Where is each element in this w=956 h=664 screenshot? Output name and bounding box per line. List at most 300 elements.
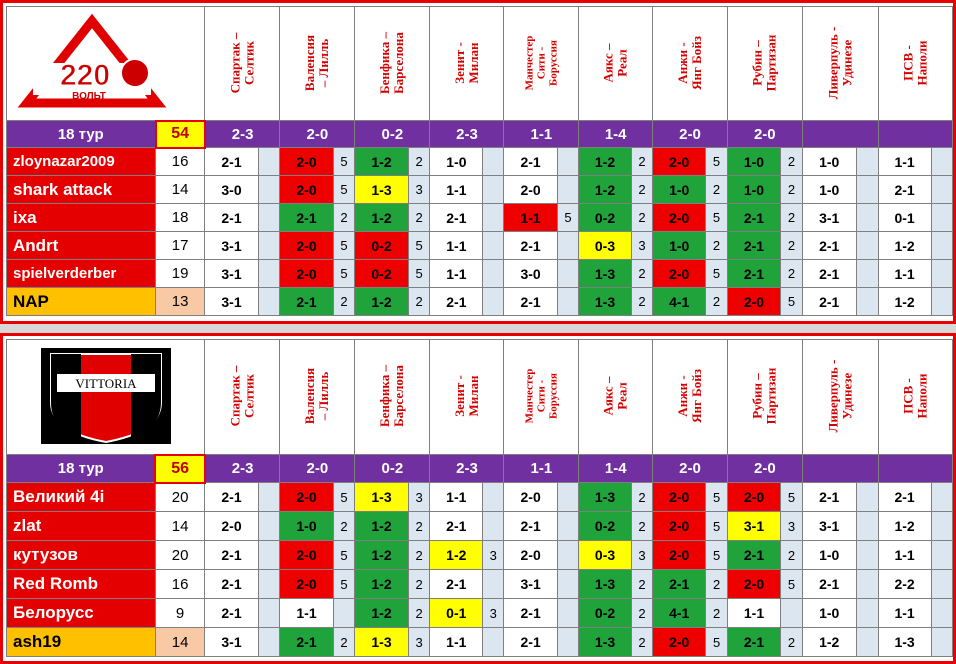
match-name-line: Боруссия xyxy=(547,39,560,86)
prediction-points xyxy=(258,541,280,570)
prediction-points: 2 xyxy=(706,288,728,316)
match-name-line: Манчестер xyxy=(523,368,536,424)
match-name-line: Сити - xyxy=(535,379,548,413)
prediction-points: 2 xyxy=(706,599,728,628)
prediction-cell: 1-1 xyxy=(280,599,333,628)
prediction-points: 5 xyxy=(781,483,803,512)
prediction-cell: 0-3 xyxy=(579,541,632,570)
match-result: 2-0 xyxy=(280,121,355,148)
match-name-line: Зенит - xyxy=(451,41,467,84)
prediction-cell: 0-2 xyxy=(355,232,408,260)
match-name-line: ПСВ - xyxy=(900,44,916,81)
match-header xyxy=(878,340,952,455)
match-name-line: Барселона xyxy=(391,31,407,94)
player-name: кутузов xyxy=(7,541,156,570)
prediction-points: 2 xyxy=(706,570,728,599)
prediction-points xyxy=(781,599,803,628)
player-total: 18 xyxy=(156,204,205,232)
prediction-points xyxy=(483,628,504,657)
player-total: 16 xyxy=(155,570,204,599)
player-total: 20 xyxy=(155,541,204,570)
match-name-line: Рубин – xyxy=(749,373,765,419)
prediction-points xyxy=(931,148,952,176)
results-row xyxy=(7,455,953,483)
prediction-points xyxy=(557,512,579,541)
prediction-points: 2 xyxy=(408,599,430,628)
player-row xyxy=(7,176,953,204)
prediction-points: 5 xyxy=(333,232,355,260)
prediction-points: 2 xyxy=(408,204,430,232)
prediction-points xyxy=(258,628,280,657)
prediction-cell: 2-1 xyxy=(205,204,258,232)
prediction-cell: 1-2 xyxy=(355,148,408,176)
match-header xyxy=(802,7,878,121)
player-row xyxy=(7,483,953,512)
match-header xyxy=(727,7,802,121)
match-result: 2-0 xyxy=(727,455,802,483)
logo-text: VITTORIA xyxy=(75,376,137,392)
prediction-points: 5 xyxy=(706,512,728,541)
prediction-cell: 2-1 xyxy=(727,232,780,260)
prediction-cell: 1-2 xyxy=(579,148,632,176)
player-row xyxy=(7,148,953,176)
prediction-cell: 3-0 xyxy=(504,260,557,288)
prediction-points xyxy=(856,628,878,657)
prediction-cell: 1-2 xyxy=(802,628,856,657)
prediction-cell: 2-1 xyxy=(653,570,706,599)
prediction-points: 2 xyxy=(781,260,803,288)
prediction-cell: 1-2 xyxy=(355,541,408,570)
prediction-cell: 2-2 xyxy=(878,570,931,599)
prediction-points: 2 xyxy=(781,176,803,204)
match-result: 2-3 xyxy=(430,455,504,483)
match-result xyxy=(802,455,878,483)
match-header xyxy=(205,7,280,121)
logo-220-volt xyxy=(7,11,177,111)
player-name: Red Romb xyxy=(7,570,156,599)
team-logo xyxy=(7,7,205,121)
prediction-points xyxy=(931,512,952,541)
match-header xyxy=(355,340,430,455)
match-header xyxy=(504,340,579,455)
player-total: 16 xyxy=(156,148,205,176)
match-header xyxy=(579,7,653,121)
prediction-cell: 1-3 xyxy=(355,483,408,512)
prediction-cell: 2-1 xyxy=(504,512,557,541)
prediction-cell: 2-1 xyxy=(504,232,557,260)
match-name-line: Сити - xyxy=(535,46,548,79)
match-result: 0-2 xyxy=(355,455,430,483)
match-header xyxy=(430,340,504,455)
prediction-points: 5 xyxy=(333,483,355,512)
prediction-cell: 3-1 xyxy=(504,570,557,599)
match-name xyxy=(303,368,331,424)
prediction-cell: 2-1 xyxy=(205,483,258,512)
prediction-points xyxy=(483,570,504,599)
prediction-cell: 2-0 xyxy=(727,570,780,599)
prediction-cell: 2-0 xyxy=(280,176,333,204)
prediction-points xyxy=(557,628,579,657)
prediction-cell: 0-3 xyxy=(579,232,632,260)
prediction-cell: 1-0 xyxy=(802,176,856,204)
prediction-cell: 1-1 xyxy=(430,260,483,288)
prediction-cell: 2-1 xyxy=(802,260,856,288)
match-name-line: Партизан xyxy=(763,367,779,425)
match-name-line: Валенсия xyxy=(302,367,318,425)
prediction-cell: 3-0 xyxy=(205,176,258,204)
panel-separator xyxy=(0,324,956,333)
prediction-points: 5 xyxy=(408,232,430,260)
prediction-cell: 2-1 xyxy=(430,204,483,232)
prediction-cell: 2-1 xyxy=(280,628,333,657)
player-total: 14 xyxy=(156,176,205,204)
prediction-cell: 1-3 xyxy=(355,628,408,657)
prediction-cell: 2-1 xyxy=(727,204,780,232)
prediction-cell: 2-1 xyxy=(802,570,856,599)
round-label: 18 тур xyxy=(7,455,156,483)
round-total: 54 xyxy=(156,121,205,148)
match-name xyxy=(523,35,559,90)
prediction-points: 2 xyxy=(333,204,355,232)
match-name-line: Реал xyxy=(614,382,630,410)
match-name-line: Селтик xyxy=(241,40,257,85)
match-name-line: Бенфика – xyxy=(377,365,393,427)
player-total: 20 xyxy=(155,483,204,512)
prediction-points xyxy=(483,176,504,204)
match-name-line: Спартак – xyxy=(227,365,243,427)
match-name-line: Удинезе xyxy=(839,39,855,86)
prediction-cell: 1-1 xyxy=(430,176,483,204)
match-name xyxy=(676,36,704,90)
prediction-cell: 2-1 xyxy=(727,628,780,657)
match-header xyxy=(727,340,802,455)
match-name-line: Селтик xyxy=(241,374,257,418)
prediction-points: 5 xyxy=(408,260,430,288)
match-header xyxy=(280,340,355,455)
prediction-cell: 2-1 xyxy=(430,288,483,316)
prediction-points: 5 xyxy=(706,628,728,657)
player-row xyxy=(7,541,953,570)
prediction-cell: 2-1 xyxy=(504,628,557,657)
prediction-points xyxy=(856,176,878,204)
prediction-cell: 2-1 xyxy=(878,483,931,512)
prediction-points: 2 xyxy=(631,628,652,657)
prediction-points xyxy=(856,260,878,288)
prediction-cell: 1-0 xyxy=(802,599,856,628)
prediction-cell: 1-3 xyxy=(579,288,632,316)
player-name: zlat xyxy=(7,512,156,541)
round-label: 18 тур xyxy=(7,121,156,148)
prediction-cell: 1-2 xyxy=(355,204,408,232)
player-name: Великий 4i xyxy=(7,483,156,512)
prediction-points: 3 xyxy=(483,541,504,570)
player-row xyxy=(7,260,953,288)
prediction-cell: 1-3 xyxy=(579,260,632,288)
match-name-line: Спартак – xyxy=(227,32,243,93)
score-table xyxy=(6,6,953,316)
match-result: 0-2 xyxy=(355,121,430,148)
player-name: spielverderber xyxy=(7,260,156,288)
prediction-points xyxy=(931,232,952,260)
prediction-cell: 2-1 xyxy=(727,541,780,570)
match-name-line: – Лилль xyxy=(316,38,332,87)
prediction-points xyxy=(557,148,579,176)
player-name: NAP xyxy=(7,288,156,316)
prediction-points xyxy=(856,599,878,628)
match-name-line: Анжи - xyxy=(674,41,690,84)
player-total: 14 xyxy=(155,512,204,541)
prediction-points xyxy=(931,628,952,657)
match-name-line: Партизан xyxy=(763,34,779,91)
prediction-cell: 1-0 xyxy=(727,148,780,176)
prediction-cell: 2-1 xyxy=(430,570,483,599)
prediction-points: 5 xyxy=(333,541,355,570)
player-total: 19 xyxy=(156,260,205,288)
match-name xyxy=(751,368,779,425)
match-name xyxy=(602,43,630,82)
prediction-cell: 1-2 xyxy=(878,288,931,316)
match-result: 1-4 xyxy=(579,121,653,148)
prediction-points: 5 xyxy=(706,541,728,570)
match-header xyxy=(802,340,878,455)
prediction-cell: 2-0 xyxy=(280,483,333,512)
match-header-row xyxy=(7,340,953,455)
prediction-points: 2 xyxy=(631,288,652,316)
prediction-cell: 1-1 xyxy=(430,628,483,657)
match-name-line: Наполи xyxy=(914,39,930,86)
prediction-points xyxy=(483,512,504,541)
prediction-points: 5 xyxy=(781,288,803,316)
player-name: ash19 xyxy=(7,628,156,657)
prediction-points: 2 xyxy=(631,148,652,176)
match-result: 1-1 xyxy=(504,455,579,483)
prediction-cell: 2-1 xyxy=(205,148,258,176)
prediction-cell: 2-0 xyxy=(727,483,780,512)
prediction-points xyxy=(258,176,280,204)
match-name xyxy=(228,366,256,427)
prediction-points: 2 xyxy=(706,232,728,260)
prediction-cell: 2-0 xyxy=(280,541,333,570)
prediction-points: 2 xyxy=(408,570,430,599)
match-name-line: Наполи xyxy=(914,373,930,419)
team-panel-top xyxy=(0,0,956,324)
prediction-points: 2 xyxy=(781,204,803,232)
prediction-cell: 2-1 xyxy=(430,512,483,541)
match-name xyxy=(602,376,630,415)
prediction-cell: 2-1 xyxy=(205,599,258,628)
prediction-cell: 1-3 xyxy=(878,628,931,657)
match-name xyxy=(676,369,704,423)
prediction-cell: 2-0 xyxy=(653,204,706,232)
prediction-points: 5 xyxy=(557,204,579,232)
prediction-cell: 1-3 xyxy=(355,176,408,204)
prediction-points: 5 xyxy=(333,148,355,176)
prediction-points: 2 xyxy=(333,628,355,657)
prediction-cell: 2-1 xyxy=(504,599,557,628)
prediction-cell: 2-1 xyxy=(802,288,856,316)
prediction-points: 3 xyxy=(631,541,652,570)
prediction-cell: 0-2 xyxy=(355,260,408,288)
prediction-cell: 2-1 xyxy=(727,260,780,288)
prediction-cell: 1-0 xyxy=(727,176,780,204)
player-row xyxy=(7,232,953,260)
prediction-cell: 1-1 xyxy=(878,148,931,176)
match-name-line: ПСВ - xyxy=(900,378,916,414)
prediction-cell: 2-0 xyxy=(280,260,333,288)
prediction-cell: 2-0 xyxy=(653,483,706,512)
prediction-points: 2 xyxy=(408,148,430,176)
prediction-points: 3 xyxy=(408,483,430,512)
match-result: 2-0 xyxy=(280,455,355,483)
prediction-cell: 1-3 xyxy=(579,628,632,657)
match-header xyxy=(504,7,579,121)
prediction-points xyxy=(931,483,952,512)
prediction-points xyxy=(931,260,952,288)
prediction-points: 3 xyxy=(408,176,430,204)
prediction-cell: 2-0 xyxy=(653,260,706,288)
prediction-points xyxy=(856,570,878,599)
prediction-points: 5 xyxy=(706,483,728,512)
prediction-cell: 4-1 xyxy=(653,288,706,316)
prediction-points xyxy=(258,483,280,512)
prediction-cell: 3-1 xyxy=(802,204,856,232)
prediction-cell: 1-1 xyxy=(504,204,557,232)
prediction-points: 2 xyxy=(408,512,430,541)
prediction-points: 5 xyxy=(706,204,728,232)
player-name: shark attack xyxy=(7,176,156,204)
match-result: 2-0 xyxy=(727,121,802,148)
prediction-cell: 1-2 xyxy=(579,176,632,204)
match-name-line: Аякс – xyxy=(600,42,616,83)
prediction-cell: 2-1 xyxy=(504,148,557,176)
prediction-cell: 1-1 xyxy=(878,541,931,570)
match-result: 2-3 xyxy=(205,455,280,483)
prediction-points xyxy=(258,512,280,541)
prediction-cell: 3-1 xyxy=(205,628,258,657)
prediction-points xyxy=(333,599,355,628)
prediction-points xyxy=(483,204,504,232)
match-result xyxy=(802,121,878,148)
match-name-line: Реал xyxy=(614,48,630,77)
prediction-cell: 1-1 xyxy=(878,599,931,628)
prediction-cell: 1-3 xyxy=(579,570,632,599)
prediction-cell: 3-1 xyxy=(802,512,856,541)
match-name-line: Анжи - xyxy=(675,375,690,417)
prediction-points xyxy=(931,599,952,628)
match-name-line: – Лилль xyxy=(316,371,332,421)
match-name-line: Милан xyxy=(465,375,481,417)
prediction-points xyxy=(483,483,504,512)
prediction-cell: 2-0 xyxy=(504,541,557,570)
prediction-cell: 2-0 xyxy=(727,288,780,316)
match-name xyxy=(901,40,929,85)
prediction-cell: 2-0 xyxy=(280,148,333,176)
prediction-points: 2 xyxy=(333,288,355,316)
match-header xyxy=(430,7,504,121)
prediction-points: 2 xyxy=(631,260,652,288)
prediction-cell: 2-1 xyxy=(205,570,258,599)
player-row xyxy=(7,570,953,599)
player-total: 14 xyxy=(155,628,204,657)
logo-subtitle: ВОЛЬТ xyxy=(72,90,106,102)
prediction-points xyxy=(557,599,579,628)
prediction-points: 2 xyxy=(631,570,652,599)
prediction-cell: 0-1 xyxy=(430,599,483,628)
prediction-points xyxy=(483,288,504,316)
prediction-cell: 2-1 xyxy=(802,232,856,260)
prediction-cell: 1-2 xyxy=(878,512,931,541)
prediction-points: 2 xyxy=(781,541,803,570)
match-name-line: Валенсия xyxy=(302,34,318,91)
prediction-cell: 1-2 xyxy=(355,599,408,628)
prediction-points xyxy=(856,204,878,232)
match-name-line: Удинезе xyxy=(839,372,855,420)
player-row xyxy=(7,599,953,628)
prediction-points xyxy=(557,541,579,570)
player-name: Andrt xyxy=(7,232,156,260)
prediction-cell: 2-0 xyxy=(205,512,258,541)
match-name xyxy=(453,375,481,417)
match-name-line: Ливерпуль - xyxy=(825,359,841,433)
prediction-cell: 2-1 xyxy=(504,288,557,316)
team-panel-bottom xyxy=(0,333,956,664)
prediction-points: 2 xyxy=(631,483,652,512)
prediction-points xyxy=(258,260,280,288)
prediction-points xyxy=(258,570,280,599)
prediction-points: 3 xyxy=(781,512,803,541)
prediction-cell: 1-0 xyxy=(802,541,856,570)
prediction-points xyxy=(557,260,579,288)
prediction-cell: 2-0 xyxy=(653,628,706,657)
player-total: 13 xyxy=(156,288,205,316)
match-header xyxy=(280,7,355,121)
prediction-points xyxy=(483,148,504,176)
prediction-cell: 3-1 xyxy=(727,512,780,541)
prediction-cell: 1-2 xyxy=(878,232,931,260)
prediction-cell: 1-0 xyxy=(280,512,333,541)
player-total: 9 xyxy=(155,599,204,628)
match-header xyxy=(878,7,952,121)
prediction-cell: 0-2 xyxy=(579,204,632,232)
prediction-cell: 1-0 xyxy=(653,232,706,260)
prediction-points: 3 xyxy=(408,628,430,657)
player-total: 17 xyxy=(156,232,205,260)
prediction-points: 3 xyxy=(483,599,504,628)
match-result: 2-0 xyxy=(653,455,728,483)
prediction-cell: 2-1 xyxy=(802,483,856,512)
prediction-cell: 1-0 xyxy=(430,148,483,176)
prediction-cell: 1-2 xyxy=(355,512,408,541)
prediction-points: 2 xyxy=(631,512,652,541)
prediction-points xyxy=(258,148,280,176)
match-name-line: Ливерпуль - xyxy=(825,26,841,99)
match-result: 1-1 xyxy=(504,121,579,148)
prediction-points xyxy=(557,232,579,260)
prediction-cell: 2-0 xyxy=(504,176,557,204)
prediction-cell: 2-0 xyxy=(504,483,557,512)
match-name-line: Бенфика – xyxy=(377,31,393,94)
prediction-points: 5 xyxy=(333,570,355,599)
prediction-points: 2 xyxy=(781,628,803,657)
match-name xyxy=(523,369,559,424)
match-name xyxy=(826,360,854,433)
prediction-cell: 2-0 xyxy=(280,232,333,260)
match-name-line: Милан xyxy=(465,41,481,84)
prediction-points: 2 xyxy=(631,599,652,628)
prediction-points xyxy=(557,483,579,512)
prediction-points xyxy=(856,232,878,260)
prediction-cell: 4-1 xyxy=(653,599,706,628)
